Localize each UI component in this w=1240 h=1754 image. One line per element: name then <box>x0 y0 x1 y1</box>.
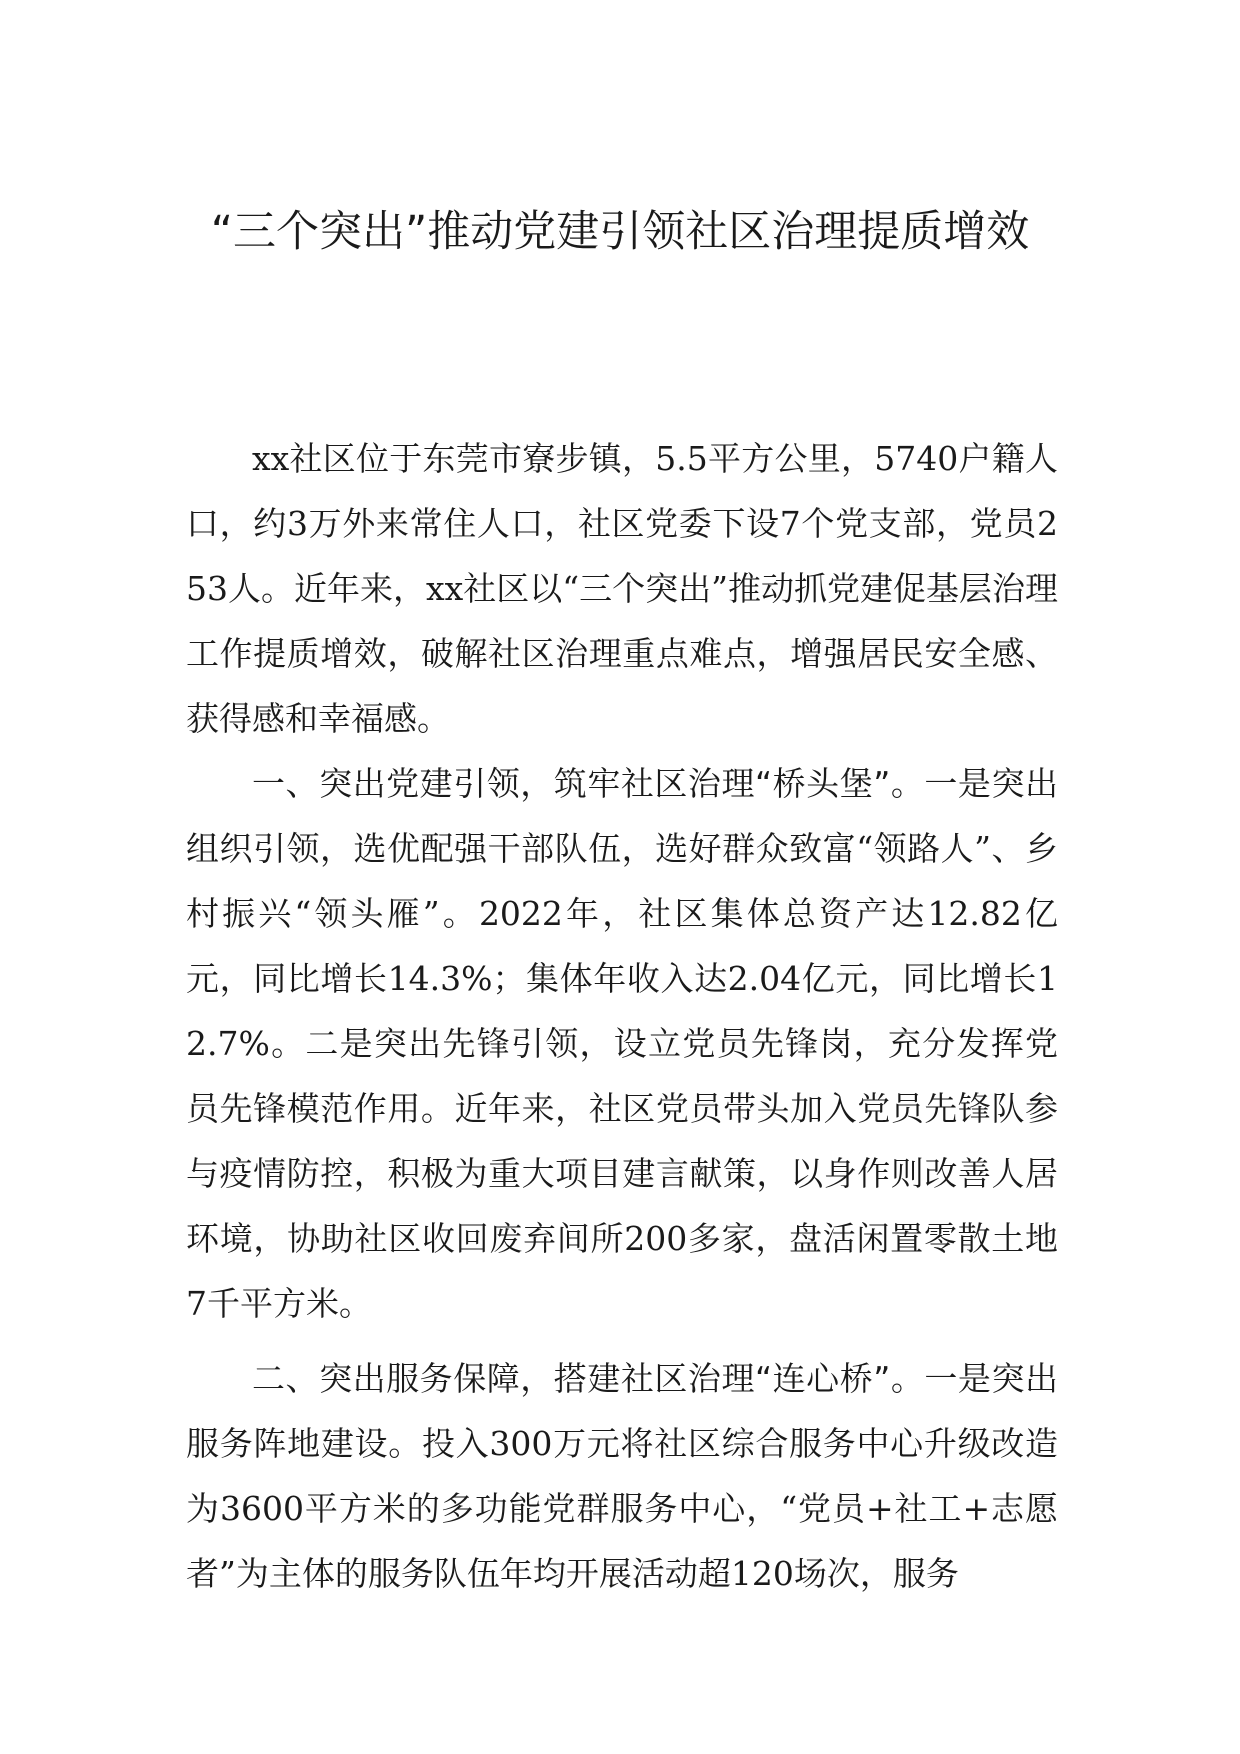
paragraph-intro-text: xx社区位于东莞市寮步镇，5.5平方公里，5740户籍人口，约3万外来常住人口，社区党委下设7个党支部，党员253人。近年来，xx社区以“三个突出”推动抓党建促基层治理工作提质增效，破解社区治理重点难点，增强居民安全感、获得感和幸福感。 <box>186 439 1058 738</box>
paragraph-section-one <box>186 751 1058 1336</box>
section-one-heading: 一、突出党建引领，筑牢社区治理“桥头堡”。 <box>252 764 925 803</box>
section-two-text: 一是突出服务阵地建设。投入300万元将社区综合服务中心升级改造为3600平方米的多功能党群服务中心，“党员+社工+志愿者”为主体的服务队伍年均开展活动超120场次，服务 <box>186 1359 1058 1593</box>
paragraph-section-two <box>186 1346 1058 1606</box>
document-title: “三个突出”推动党建引领社区治理提质增效 <box>210 207 1030 257</box>
section-one-text: 一是突出组织引领，选优配强干部队伍，选好群众致富“领路人”、乡村振兴“领头雁”。2022年，社区集体总资产达12.82亿元，同比增长14.3%；集体年收入达2.04亿元，同比增长12.7%。二是突出先锋引领，设立党员先锋岗，充分发挥党员先锋模范作用。近年来，社区党员带头加入党员先锋队参与疫情防控，积极为重大项目建言献策，以身作则改善人居环境，协助社区收回废弃间所200多家，盘活闲置零散土地7千平方米。 <box>186 764 1058 1323</box>
paragraph-intro <box>186 426 1058 751</box>
section-two-heading: 二、突出服务保障，搭建社区治理“连心桥”。 <box>252 1359 925 1398</box>
document-body <box>186 426 1058 1606</box>
